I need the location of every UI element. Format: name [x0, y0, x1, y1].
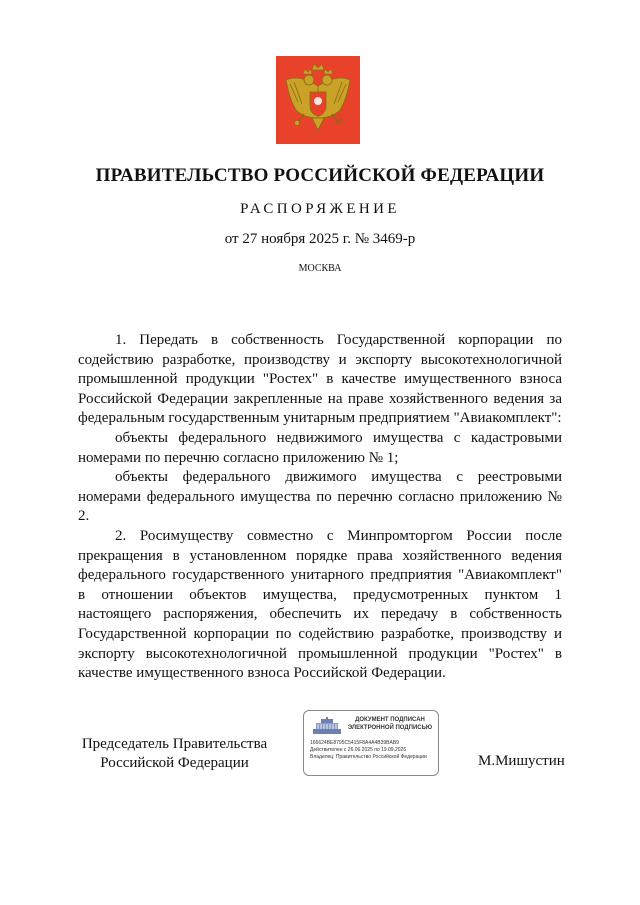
- signatory-position-line-1: Председатель Правительства: [81, 736, 268, 752]
- electronic-signature-stamp: [303, 710, 439, 776]
- document-body: [78, 331, 562, 684]
- paragraph-1: 1. Передать в собственность Государственной корпорации по содействию разработке, производству и экспорту высокотехнологичной промышленной продукции "Ростех" в качестве имущественного взноса Российской Федерации закрепленные на праве хозяйственного ведения за федеральным государственным унитарным предприятием "Авиакомплект":: [78, 332, 562, 427]
- government-building-icon: [312, 717, 342, 735]
- stamp-title-line-1: ДОКУМЕНТ ПОДПИСАН: [355, 717, 425, 723]
- document-date-number: от 27 ноября 2025 г. № 3469-р: [224, 231, 416, 247]
- paragraph-4: 2. Росимуществу совместно с Минпромторгом России после прекращения в установленном порядке права хозяйственного ведения федерального государственного унитарного предприятия "Авиакомплект" в отношении объектов имущества, предусмотренных пунктом 1 настоящего распоряжения, обеспечить их передачу в собственность Государственной корпорации по содействию разработке, производству и экспорту высокотехнологичной промышленной продукции "Ростех" в качестве имущественного взноса Российской Федерации.: [78, 527, 562, 682]
- signatory-position: [72, 735, 277, 773]
- signatory-position-line-2: Российской Федерации: [100, 755, 249, 771]
- document-type: РАСПОРЯЖЕНИЕ: [240, 201, 400, 217]
- coat-of-arms-icon: [276, 56, 360, 144]
- stamp-title-line-2: ЭЛЕКТРОННОЙ ПОДПИСЬЮ: [347, 724, 433, 731]
- signatory-name: М.Мишустин: [478, 753, 565, 769]
- paragraph-2: объекты федерального недвижимого имущества с кадастровыми номерами по перечню согласно приложению № 1;: [78, 429, 562, 466]
- stamp-owner: Владелец: Правительство Российской Федерации: [310, 754, 427, 760]
- document-city: МОСКВА: [298, 263, 342, 274]
- stamp-validity: Действителен с 26.06.2025 по 19.09.2026: [310, 747, 407, 753]
- stamp-title: [344, 717, 436, 732]
- stamp-certificate: 166624BE8795C5415F8A4A4B39BAB9: [310, 740, 399, 746]
- government-title: ПРАВИТЕЛЬСТВО РОССИЙСКОЙ ФЕДЕРАЦИИ: [95, 165, 545, 186]
- paragraph-3: объекты федерального движимого имущества с реестровыми номерами федерального имущества по перечню согласно приложению № 2.: [78, 469, 562, 525]
